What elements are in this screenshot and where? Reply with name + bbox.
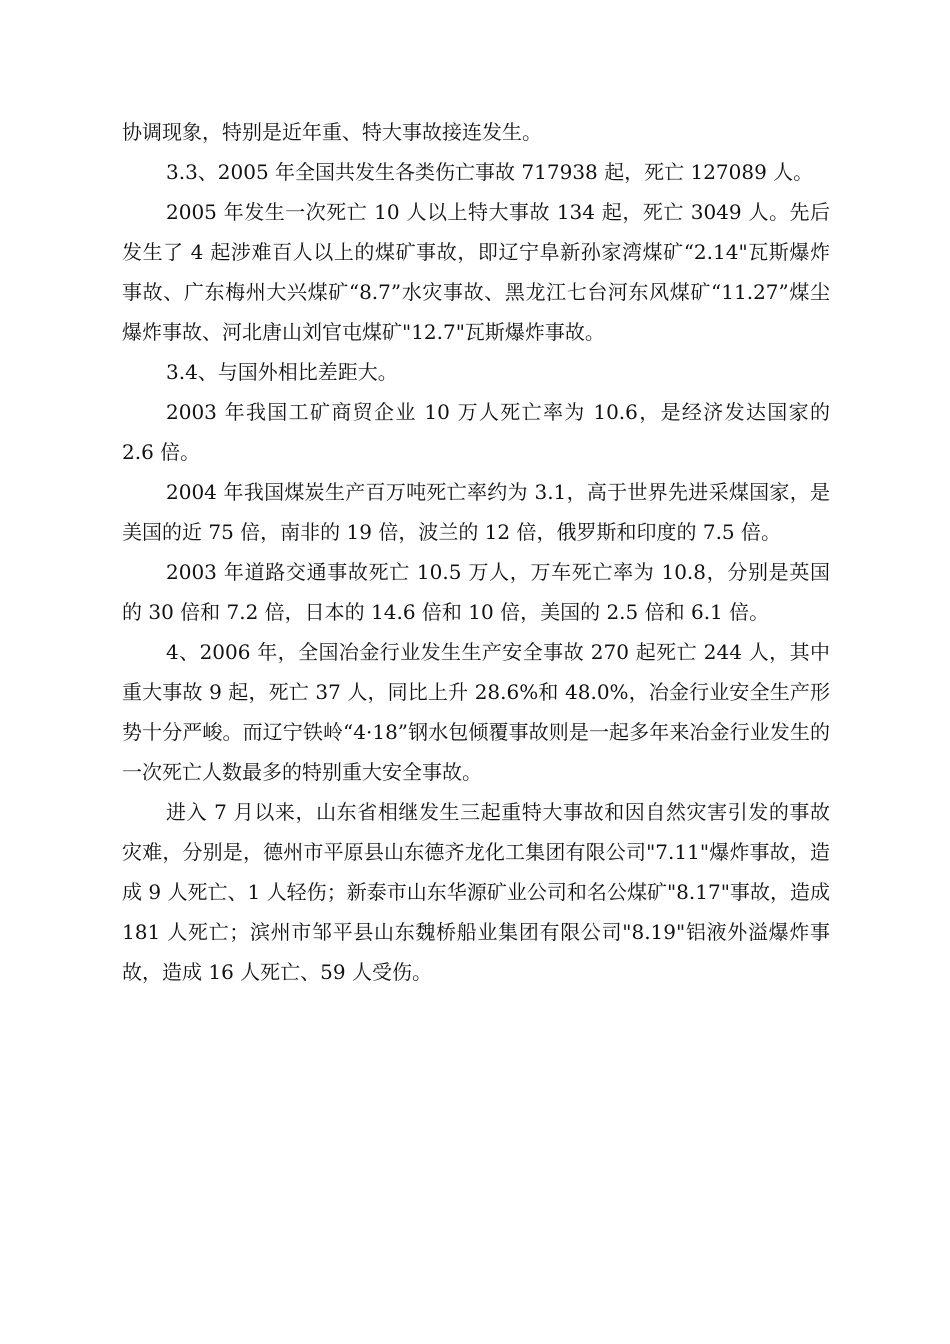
paragraph-3-4-gap-abroad: 3.4、与国外相比差距大。	[166, 360, 398, 384]
paragraph-major-accidents-2005: 2005 年发生一次死亡 10 人以上特大事故 134 起，死亡 3049 人。先后发生了 4 起涉难百人以上的煤矿事故，即辽宁阜新孙家湾煤矿“2.14"瓦斯爆炸事故、广东梅州大兴煤矿“8.7”水灾事故、黑龙江七台河东风煤矿“11.27”煤尘爆炸事故、河北唐山刘官屯煤矿"12.7"瓦斯爆炸事故。	[122, 200, 830, 344]
paragraph-shandong-accidents: 进入 7 月以来，山东省相继发生三起重特大事故和因自然灾害引发的事故灾难，分别是，德州市平原县山东德齐龙化工集团有限公司"7.11"爆炸事故，造成 9 人死亡、1 人轻伤；新泰市山东华源矿业公司和名公煤矿"8.17"事故，造成 181 人死亡；滨州市邹平县山东魏桥船业集团有限公司"8.19"铝液外溢爆炸事故，造成 16 人死亡、59 人受伤。	[122, 800, 830, 984]
paragraph-4-metallurgy-2006: 4、2006 年，全国冶金行业发生生产安全事故 270 起死亡 244 人，其中重大事故 9 起，死亡 37 人，同比上升 28.6%和 48.0%，冶金行业安全生产形势十分严峻。而辽宁铁岭“4·18”钢水包倾覆事故则是一起多年来冶金行业发生的一次死亡人数最多的特别重大安全事故。	[122, 640, 830, 784]
paragraph-intro-continuation: 协调现象，特别是近年重、特大事故接连发生。	[122, 120, 542, 144]
paragraph-road-traffic-2003: 2003 年道路交通事故死亡 10.5 万人，万车死亡率为 10.8，分别是英国的 30 倍和 7.2 倍，日本的 14.6 倍和 10 倍，美国的 2.5 倍和 6.1 倍。	[122, 560, 830, 624]
paragraph-3-3-accidents-2005: 3.3、2005 年全国共发生各类伤亡事故 717938 起，死亡 127089 人。	[166, 160, 814, 184]
paragraph-coal-death-rate-2004: 2004 年我国煤炭生产百万吨死亡率约为 3.1，高于世界先进采煤国家，是美国的近 75 倍，南非的 19 倍，波兰的 12 倍，俄罗斯和印度的 7.5 倍。	[122, 480, 830, 544]
document-body	[122, 112, 830, 992]
paragraph-industry-death-rate-2003: 2003 年我国工矿商贸企业 10 万人死亡率为 10.6，是经济发达国家的 2.6 倍。	[122, 400, 830, 464]
